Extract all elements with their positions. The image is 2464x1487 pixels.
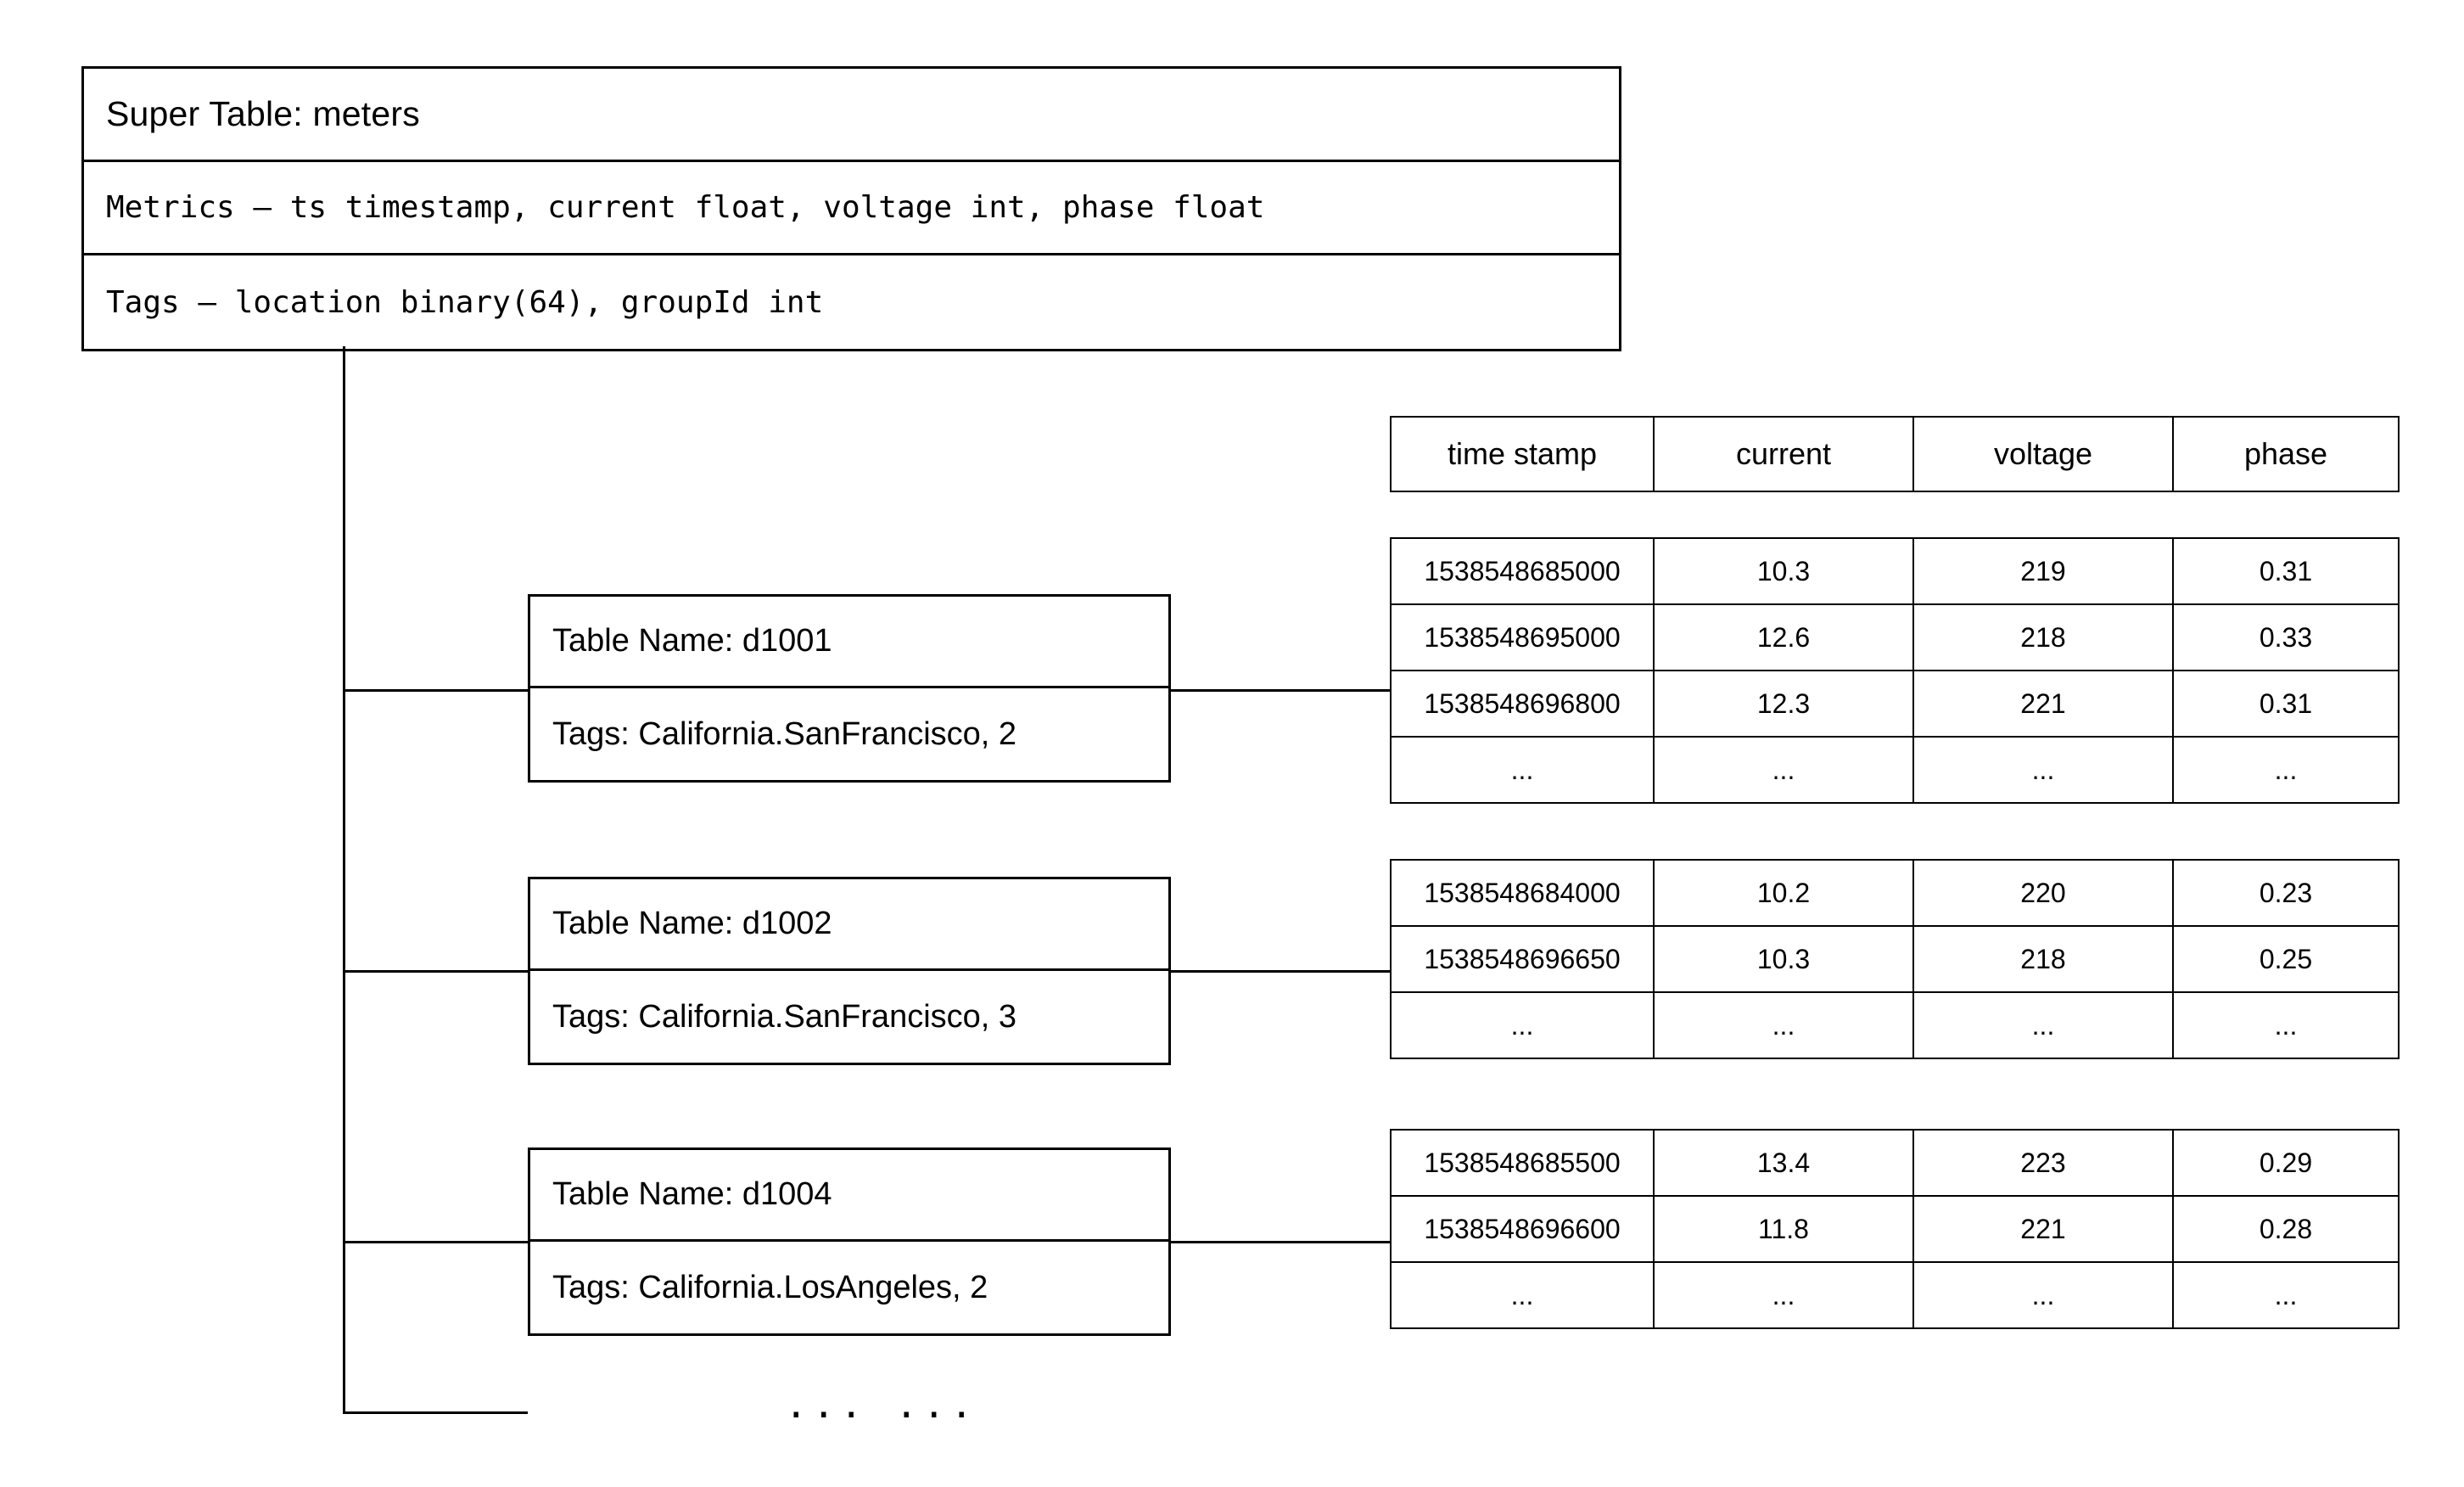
cell-timestamp: 1538548695000	[1391, 604, 1654, 671]
cell-current: 10.3	[1654, 926, 1913, 992]
cell-phase: 0.23	[2173, 860, 2399, 926]
branch-line-more	[343, 1411, 528, 1414]
cell-voltage: 223	[1913, 1130, 2173, 1196]
cell-current: ...	[1654, 1262, 1913, 1328]
cell-phase: 0.33	[2173, 604, 2399, 671]
more-tables-ellipsis: ... ...	[785, 1383, 978, 1427]
sub-table-d1001	[528, 594, 1171, 783]
data-table-d1002	[1390, 859, 2400, 1059]
data-table-d1004	[1390, 1129, 2400, 1329]
cell-current: 11.8	[1654, 1196, 1913, 1262]
cell-voltage: ...	[1913, 992, 2173, 1058]
cell-timestamp: 1538548685000	[1391, 538, 1654, 604]
cell-current: 13.4	[1654, 1130, 1913, 1196]
cell-timestamp: ...	[1391, 737, 1654, 803]
cell-voltage: 221	[1913, 1196, 2173, 1262]
data-table-d1001	[1390, 537, 2400, 804]
cell-voltage: ...	[1913, 737, 2173, 803]
cell-timestamp: ...	[1391, 1262, 1654, 1328]
super-table-tags: Tags — location binary(64), groupId int	[106, 284, 824, 320]
link-line-d1002	[1169, 970, 1392, 973]
table-row	[1391, 1262, 2399, 1328]
sub-table-name: Table Name: d1001	[530, 597, 1168, 688]
table-row	[1391, 737, 2399, 803]
cell-phase: 0.31	[2173, 671, 2399, 737]
cell-voltage: ...	[1913, 1262, 2173, 1328]
table-row	[1391, 1130, 2399, 1196]
cell-voltage: 219	[1913, 538, 2173, 604]
column-header-voltage: voltage	[1913, 417, 2173, 491]
cell-voltage: 218	[1913, 926, 2173, 992]
cell-phase: 0.28	[2173, 1196, 2399, 1262]
branch-line-d1002	[343, 970, 528, 973]
link-line-d1001	[1169, 689, 1392, 692]
cell-timestamp: 1538548685500	[1391, 1130, 1654, 1196]
cell-timestamp: ...	[1391, 992, 1654, 1058]
cell-phase: 0.25	[2173, 926, 2399, 992]
cell-current: 12.6	[1654, 604, 1913, 671]
branch-line-d1004	[343, 1241, 528, 1243]
table-row	[1391, 1196, 2399, 1262]
sub-table-tags: Tags: California.LosAngeles, 2	[552, 1269, 988, 1305]
cell-phase: ...	[2173, 1262, 2399, 1328]
table-row	[1391, 860, 2399, 926]
cell-timestamp: 1538548696650	[1391, 926, 1654, 992]
trunk-line	[343, 346, 345, 1414]
super-table-box	[81, 66, 1621, 351]
cell-current: 12.3	[1654, 671, 1913, 737]
column-header-current: current	[1654, 417, 1913, 491]
sub-table-d1002	[528, 877, 1171, 1065]
cell-current: ...	[1654, 737, 1913, 803]
sub-table-d1004	[528, 1148, 1171, 1336]
table-row	[1391, 538, 2399, 604]
table-row	[1391, 417, 2399, 491]
branch-line-d1001	[343, 689, 528, 692]
cell-timestamp: 1538548696600	[1391, 1196, 1654, 1262]
data-column-header	[1390, 416, 2400, 492]
cell-current: 10.3	[1654, 538, 1913, 604]
cell-phase: ...	[2173, 992, 2399, 1058]
cell-timestamp: 1538548684000	[1391, 860, 1654, 926]
sub-table-tags: Tags: California.SanFrancisco, 3	[552, 998, 1017, 1035]
table-row	[1391, 671, 2399, 737]
sub-table-name: Table Name: d1004	[530, 1150, 1168, 1242]
table-row	[1391, 604, 2399, 671]
column-header-timestamp: time stamp	[1391, 417, 1654, 491]
cell-timestamp: 1538548696800	[1391, 671, 1654, 737]
cell-phase: 0.29	[2173, 1130, 2399, 1196]
link-line-d1004	[1169, 1241, 1392, 1243]
cell-voltage: 218	[1913, 604, 2173, 671]
super-table-title: Super Table: meters	[84, 69, 1619, 162]
cell-phase: ...	[2173, 737, 2399, 803]
cell-current: ...	[1654, 992, 1913, 1058]
cell-phase: 0.31	[2173, 538, 2399, 604]
cell-current: 10.2	[1654, 860, 1913, 926]
sub-table-name: Table Name: d1002	[530, 879, 1168, 971]
cell-voltage: 220	[1913, 860, 2173, 926]
column-header-phase: phase	[2173, 417, 2399, 491]
table-row	[1391, 992, 2399, 1058]
sub-table-tags: Tags: California.SanFrancisco, 2	[552, 715, 1017, 752]
super-table-metrics: Metrics — ts timestamp, current float, voltage int, phase float	[84, 162, 1619, 255]
cell-voltage: 221	[1913, 671, 2173, 737]
table-row	[1391, 926, 2399, 992]
